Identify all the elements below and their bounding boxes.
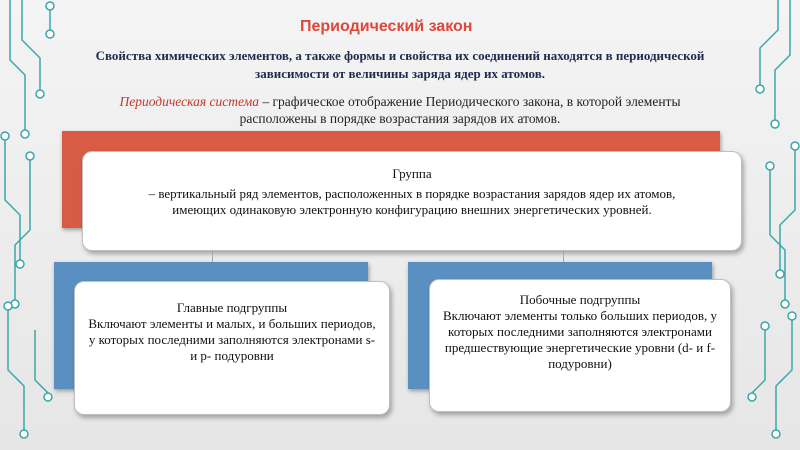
group-card bbox=[82, 151, 742, 251]
group-text-line1: – вертикальный ряд элементов, расположенных в порядке возрастания зарядов ядер их атомов, bbox=[148, 186, 676, 201]
system-definition bbox=[80, 93, 720, 127]
group-text-line2: имеющих одинаковую электронную конфигурацию внешних энергетических уровней. bbox=[172, 202, 652, 217]
group-heading: Группа bbox=[392, 166, 432, 181]
main-subgroups-text: Включают элементы и малых, и больших периодов, у которых последними заполняются электронами s- и p- подуровни bbox=[88, 316, 376, 363]
system-term: Периодическая система bbox=[119, 94, 259, 109]
main-subgroups-card bbox=[74, 281, 390, 415]
side-subgroups-heading: Побочные подгруппы bbox=[519, 292, 641, 307]
law-statement: Свойства химических элементов, а также формы и свойства их соединений находятся в периодической зависимости от величины заряда ядер их атомов. bbox=[95, 48, 705, 81]
main-subgroups-heading: Главные подгруппы bbox=[176, 300, 288, 315]
connector-line bbox=[212, 250, 213, 262]
slide-title: Периодический закон bbox=[300, 18, 473, 35]
side-subgroups-card bbox=[429, 279, 731, 412]
system-definition-text: – графическое отображение Периодического закона, в которой элементы расположены в порядке возрастания зарядов их атомов. bbox=[239, 94, 681, 126]
connector-line bbox=[563, 250, 564, 262]
side-subgroups-text: Включают элементы только больших периодов, у которых последними заполняются электронами предшествующие энергетические уровни (d- и f- подуровни) bbox=[443, 308, 717, 371]
